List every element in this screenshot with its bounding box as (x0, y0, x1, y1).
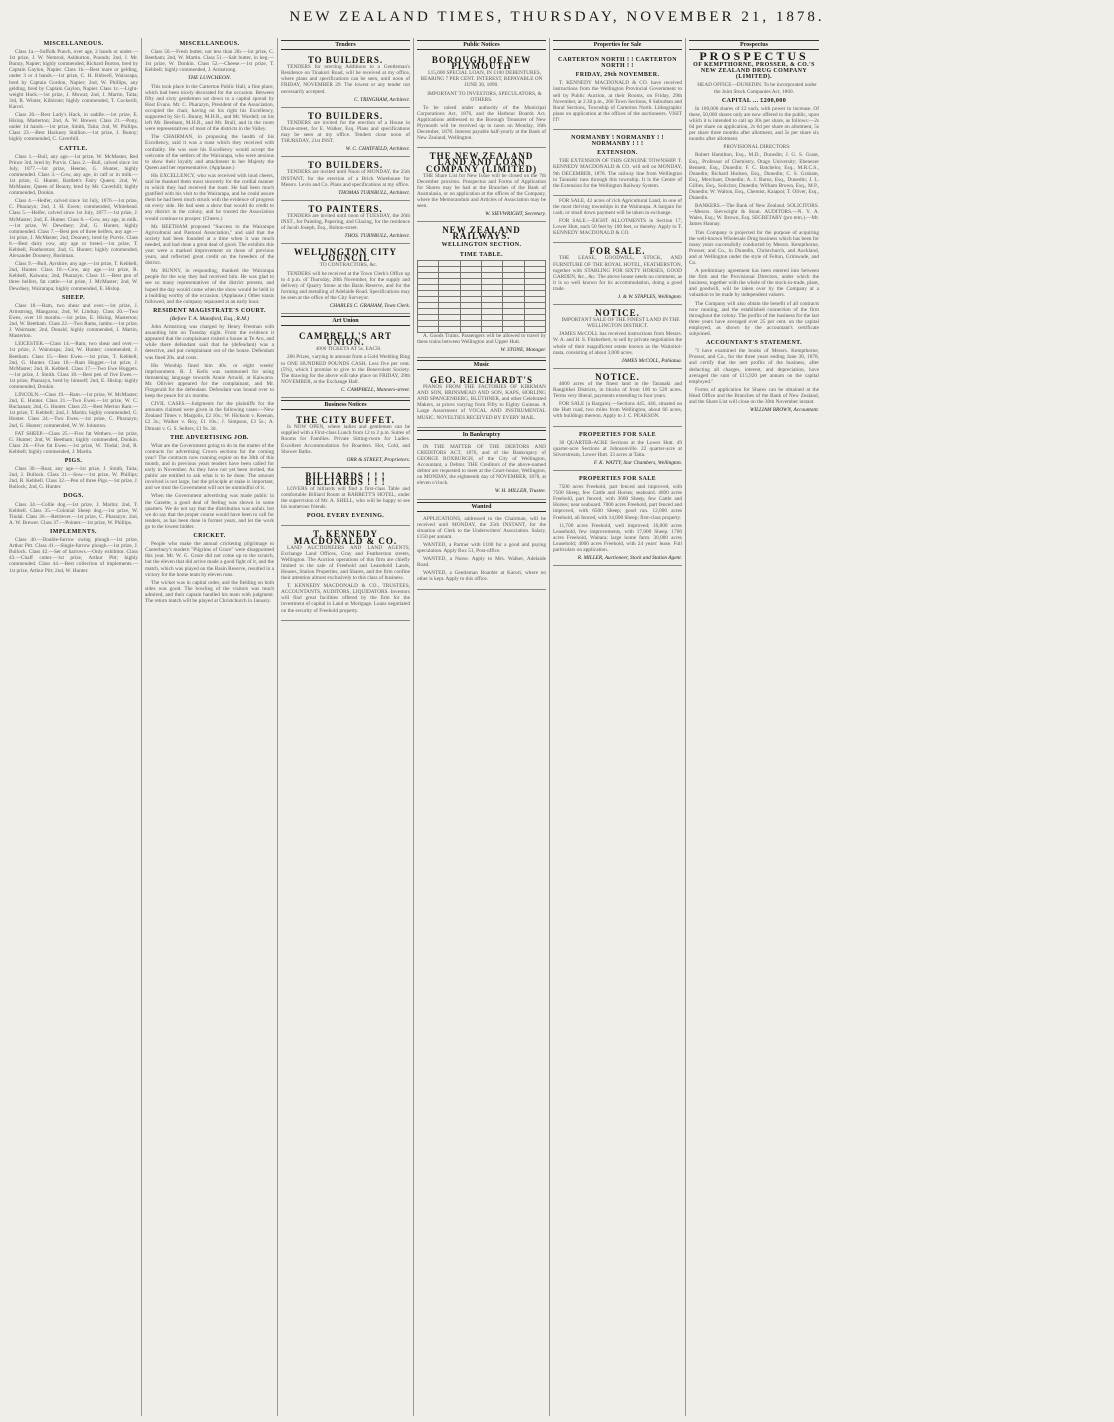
ad-text: WANTED, a Gentleman Boarder at Karori, where no other is kept. Apply to this office. (417, 570, 546, 583)
prospectus-text: Forms of application for Shares can be obtained at the Head Office and the Branches of the Bank of New Zealand, and the Share List will close on the 30th November instant. (689, 386, 819, 405)
ad-title: FOR SALE. (589, 246, 646, 257)
ad-signature: R. MILLER, Auctioneer, Stock and Station Agent. (577, 555, 682, 562)
ad-text: TENDERS will be received at the Town Clerk's Office up to 4 p.m. of Thursday, 28th November, for the supply and delivery of Quarry Stone at the Basin Reserve, and for the forming and metalling of Adelaide Road. Specifications may be seen at the office of the City Surveyor. (281, 270, 410, 301)
ad-title: THE NEW ZEALAND LAND AND LOAN COMPANY (LIMITED) (425, 151, 538, 174)
ad-text: TENDERS are invited for the erection of a House in Dixon-street, for E. Walker, Esq. Plans and specifications may be seen at my office. Tenders close noon of THURSDAY, 21st INST. (281, 119, 410, 145)
advertisement (553, 427, 682, 471)
advertisement (553, 471, 682, 566)
advertisement (281, 526, 410, 620)
section-heading: IMPLEMENTS. (50, 528, 97, 535)
column-text: Class 1a.—Suffolk Punch, over age, 2 hands or under.—1st prize, J. W. Nemrod, Ashburton, Pounds; 2nd, J. Mr. Bunny, Napier; highly commended, Richard Burton, bred by Captain Gaylon, Napier. Class 1b.—Best mare or gelding, under 3 or 4 hands.—1st prize, C. H. Bidwell, Wairarapa, bred by Captain Gordon, Napier; 2nd, W. Phillips, any gelding, bred by Captain Gaylon, Napier. Class 1c.—Light-weight Hack.—1st prize, J. Mowat; 2nd, J. Martin, Taita; 3rd, R. Winter, Kilbirnie; highly commended, T. Cockerill, Karori. (9, 49, 138, 110)
ad-text: PIANOS FROM THE FACTORIES OF KIRKMAN AND SON, BRINSMEAD AND SON, KAPS, HORLING AND SPANGENBERG, BLÜTHNER, and other Celebrated Makers, at prices varying from Fifty to Eighty Guineas. A Large Assortment of VOCAL AND INSTRUMENTAL MUSIC. NOVELTIES RECEIVED BY EVERY MAIL. (417, 384, 546, 421)
ad-title: THE CITY BUFFET. (296, 415, 395, 426)
ad-date: FRIDAY, 29th NOVEMBER. (575, 72, 660, 79)
advertisement (281, 52, 410, 108)
prospectus-subtitle: OF KEMPTHORNE, PROSSER, & CO.'S NEW ZEALAND DRUG COMPANY (LIMITED). (693, 62, 815, 81)
prospectus-text: BANKERS.—The Bank of New Zealand. SOLICITORS.—Messrs. Sievwright & Stout. AUDITORS.—N. Y. A. Wales, Esq.; W. Brown, Esq. SECRETARY (pro tem.).—Mr. James Hannay. (689, 203, 819, 228)
prospectus-text: This Company is projected for the purpose of acquiring the well-known Wholesale Drug business which has been for many years successfully conducted by Messrs. Kempthorne, Prosser, and Co., in Dunedin, Christchurch, and Auckland, and at Wellington under the style of Felton, Grimwade, and Co. (689, 229, 819, 266)
ad-title: WELLINGTON CITY COUNCIL (293, 247, 398, 264)
ad-title: TO BUILDERS. (307, 160, 384, 171)
ad-signature: C. CAMPBELL, Manners-street. (340, 386, 410, 393)
column-text: Mr. BEETHAM proposed "Success to the Wairarapa Agricultural and Pastoral Association," and said that the society had been founded at a time when it was much needed, and had done a great deal of good. The exhibits this year were a marked improvement on those of previous years, and reflected great credit on the breeders of the district. (145, 223, 274, 267)
ad-text: THE LEASE, GOODWILL, STOCK, AND FURNITURE OF THE ROYAL HOTEL, FEATHERSTON, together with STABLING FOR SIXTY HORSES, GOOD GARDEN, &c., &c. The above house needs no comment, as it is so well known for its accommodation, doing a good trade. (553, 255, 682, 292)
prospectus-capital: CAPITAL ... £200,000 (721, 97, 787, 104)
column-5 (550, 38, 686, 1416)
advertisement (281, 468, 410, 527)
timetable-heading: TIME TABLE. (459, 251, 504, 258)
ad-text: T. KENNEDY MACDONALD & CO. have received instructions from the Wellington Provincial Government to sell by Public Auction, at their Rooms, on Friday, 29th November, at 2.30 p.m., 266 Town Sections, 8 Suburban and Rural Sections, Township of Carterton North. Lithographic plans on application at the offices of the auctioneers. VISIT IT! (553, 80, 682, 123)
prospectus-text: Robert Hamilton, Esq., M.D., Dunedin; J. G. S. Grant, Esq., Professor of Chemistry, Otago University; Ebenezer Bennett, Esq., Dunedin; F. C. Batchelor, Esq., M.R.C.S., Dunedin; Richard Hudson, Esq., Dunedin; C. S. Graham, Esq., Merchant, Dunedin; A. J. Burns, Esq., Dunedin; J. L. Gillies, Esq., Solicitor, Dunedin; William Brown, Esq., M.P., Dunedin; W. Walton, Esq., Chemist, Kaiapoi; T. Oliver, Esq., Dunedin. (689, 152, 819, 202)
column-text: Class 20.—Best Lady's Hack, in saddle.—1st prize, E. Hislop, Masterton; 2nd, A. W. Brewer. Class 21.—Pony, under 14 hands.—1st prize, Smith, Taita; 2nd, W. Phillips. Class 23.—Best Hackney Stallion.—1st prize, J. Bunny; highly commended, C. Caverhill. (9, 112, 138, 143)
ad-title: TO BUILDERS. (307, 110, 384, 121)
ad-text: JAMES McCOLL has received instructions from Messrs. W. A. and H. S. Fitzherbert, to sell by private negotiation the whole of their magnificent estate known as the Waitoitoi-mata, consisting of about 3,000 acres. (553, 331, 682, 356)
ad-subtitle: POOL EVERY EVENING. (306, 513, 385, 520)
ad-signature: W. H. MILLER, Trustee. (494, 488, 546, 495)
column-text: His Worship fined him 40s. or eight weeks' imprisonment. R. J. Kells was summoned for using threatening language towards Annie Arnold, at Kaiwarra. Mr. Ollivier appeared for the complainant, and Mr. Fitzgerald for the defendant. Defendant was bound over to keep the peace for six months. (145, 362, 274, 400)
masthead (0, 0, 1114, 34)
section-heading: Prospectus (689, 40, 819, 50)
ad-signature: W. STONE, Manager. (500, 346, 546, 353)
advertisement (417, 52, 546, 148)
section-heading: Music (417, 360, 546, 370)
section-subheading: THE LUNCHEON. (187, 75, 232, 82)
column-text: Class 34.—Collie dog.—1st prize, J. Martin; 2nd, T. Kebbell. Class 35.—Colonial Sheep dog.—1st prize, W. Tindal. Class 36.—Retriever.—1st prize, C. Pharazyn; 2nd, A. W. Brewer. Class 37.—Pointer.—1st prize, W. Phillips. (9, 501, 138, 526)
ad-title: NOTICE. (595, 371, 640, 382)
ad-text: TO CONTRACTORS, &c. (319, 262, 378, 269)
advertisement (553, 369, 682, 427)
column-text: The wicket was in capital order, and the fielding on both sides was good. The bowling of the visitors was much admired, and their captain handled his team with judgment. The return match will be played at Christchurch in January. (145, 579, 274, 604)
ad-text: Is NOW OPEN, where ladies and gentlemen can be supplied with a First-class Lunch from 12 to 2 p.m. Suites of Rooms for Families. Private Sitting-room for Ladies. Excellent Accommodation for Boarders. Hot, Cold, and Shower Baths. (281, 424, 410, 455)
column-text: Class 4.—Heifer, calved since 1st July, 1876.—1st prize, C. Pharazyn; 2nd, J. H. Ewen; commended, Whitehead. Class 5.—Heifer, calved since 1st July, 1877.—1st prize, J. McMaster; 2nd, E. Hunter. Class 6.—Cow, any age, in milk.—1st prize, W. Dewdney; 2nd, G. Hunter, highly commended. Class 7.—Best pen of three heifers, any age.—1st prize, J. McMaster; 2nd, Doonery, bred by Purvis. Class 8.—Best dairy cow, any age or breed.—1st prize, T. Kebbell, Featherston; 2nd, G. Hunter; highly commended, Alexander Doonery, Bushman. (9, 198, 138, 260)
section-heading: MISCELLANEOUS. (43, 41, 104, 47)
column-text: Class 18.—Ram, two shear and over.—1st prize, J. Armstrong, Mangaroa; 2nd, W. Lindsay. Class 20.—Two Ewes, over 18 months.—1st prize, E. Hislop, Masterton; 2nd, W. Beetham. Class 22.—Two Rams, lambs.—1st prize, J. Wairmate; 2nd, Donald, highly commended, J. Martin, Masterton. (9, 302, 138, 340)
section-heading: SHEEP. (61, 294, 86, 301)
column-text: Class 40.—Double-furrow swing plough.—1st prize, Arthur Pitt. Class 41.—Single-furrow plough.—1st prize, J. Bullock. Class 42.—Set of harrows.—Only exhibitor. Class 43.—Chaff cutter.—1st prize, Arthur Pitt; highly commended. Class 44.—Best collection of implements.—1st prize, Arthur Pitt; 2nd, W. Hunter. (9, 537, 138, 574)
ad-title: PROPERTIES FOR SALE (578, 475, 657, 482)
column-text: FAT SHEEP.—Class 25.—Five fat Wethers.—1st prize, G. Hunter; 2nd, W. Beetham; highly commended, Donkin. Class 26.—Five fat Ewes.—1st prize, W. Tindal; 2nd, R. Kebbell; highly commended, J. Martin. (9, 430, 138, 455)
prospectus-text: The Company will also obtain the benefit of all contracts now running, and the established connection of the firm throughout the colony. The profits of the business for the last three years have averaged over 25 per cent. on the capital employed, as shown by the accountant's certificate subjoined. (689, 300, 819, 338)
prospectus-text: HEAD OFFICE—DUNEDIN. To be incorporated under the Joint Stock Companies Act, 1860. (697, 82, 817, 95)
section-heading: In Bankruptcy (417, 430, 546, 440)
advertisement (281, 328, 410, 398)
ad-text: 30 QUARTER-ACRE Sections at the Lower Hutt. 49 quarter-acre Sections at Johnsonville. 22 quarter-acre at Silverstream, Lower Hutt. 33 acres at Taita. (553, 439, 682, 458)
ad-text: FOR SALE.—EIGHT ALLOTMENTS in Section 17, Lower Hutt, each 50 feet by 100 feet, or thereby. Apply to T. KENNEDY MACDONALD & CO. (553, 218, 682, 237)
ad-title: CAMPBELL'S ART UNION. (299, 331, 392, 348)
ad-text: THE EXTENSION OF THIS GENUINE TOWNSHIP. T. KENNEDY MACDONALD & CO. will sell on MONDAY, 9th DECEMBER, 1878. The railway line from Wellington to Taranaki runs through this township. It is the Centre of the Extension for the Wellington Railway System. (553, 158, 682, 189)
ad-title: BOROUGH OF NEW PLYMOUTH (431, 55, 532, 72)
ad-title: TO PAINTERS. (308, 203, 383, 214)
ad-title: TO BUILDERS. (307, 55, 384, 66)
ad-text: £15,000 SPECIAL LOAN, IN £100 DEBENTURES, BEARING 7 PER CENT. INTEREST, REPAYABLE ON JUNE 30, 1890. (420, 70, 543, 89)
section-heading: THE ADVERTISING JOB. (170, 434, 249, 441)
advertisement (281, 157, 410, 200)
ad-text: LAND AUCTIONEERS AND LAND AGENTS, Exchange Land Offices, Gray and Featherston streets, Wellington. The Auction operations of this firm are chiefly limited to the sale of Freehold and Leasehold Lands, Houses, Station Properties, and Shares, and the firm confine their attention almost exclusively to this class of business. (281, 544, 410, 582)
column-3 (278, 38, 414, 1416)
column-4 (414, 38, 550, 1416)
ad-text: WANTED, a Partner with £100 for a good and paying speculation. Apply Box 51, Post-office. (417, 541, 546, 555)
ad-text: TENDERS are invited until Noon of MONDAY, the 25th INSTANT, for the erection of a Brick Warehouse for Messrs. Levin and Co. Plans and specifications at my office. (281, 169, 410, 188)
advertisement (417, 372, 546, 428)
column-6 (686, 38, 822, 1416)
ad-text: THE Share List for New Issue will be closed on the 7th December proximo. Prospectus and Forms of Application for Shares may be had at the Branches of the Bank of Australasia, or on application at the offices of the Company, where the Memorandum and Articles of Association may be seen. (417, 172, 546, 210)
advertisement (281, 201, 410, 244)
section-heading: Wanted (417, 502, 546, 512)
advertisement (417, 442, 546, 500)
section-heading: Art Union (281, 316, 410, 326)
ad-text: IN THE MATTER OF THE DEBTORS AND CREDITORS ACT, 1876, and of the Bankruptcy of GEORGE ROXBURGH, of the City of Wellington, Accountant, a Debtor. THE Creditors of the above-named debtor are requested to meet at the Court-house, Wellington, on MONDAY, the eighteenth day of NOVEMBER, 1878, at eleven o'clock. (417, 443, 546, 487)
ad-text: 4000 TICKETS AT 5s. EACH. (315, 346, 382, 353)
column-text: Class 30.—Boar, any age.—1st prize, J. Smith, Taita; 2nd, J. Bullock. Class 31.—Sow.—1st prize, W. Phillips; 2nd, R. Kebbell. Class 32.—Pen of three Pigs.—1st prize, J. Bullock; 2nd, G. Hunter. (9, 466, 138, 491)
ad-text: T. KENNEDY MACDONALD & CO., TRUSTEES, ACCOUNTANTS, AUDITORS, LIQUIDATORS. Investors will find great facilities offered by the firm for the investment of capital in Land or Mortgage. Loans negotiated on the security of Freehold property. (281, 583, 410, 614)
section-heading: Public Notices (417, 40, 546, 50)
column-text: This took place in the Carterton Public Hall, a fine place, which had been nicely decorated for the occasion. Between fifty and sixty gentlemen sat down to a capital spread by Host Evans. Mr. C. Pharazyn, President of the Association, occupied the chair, having on his right his Excellency, supported by Sir G. Bunny, M.H.R., and Mr. Wardell; on his left Mr. Beetham, M.H.R., and Mr. Brall, and in the room were representatives of most of the districts in the Valley. (145, 83, 274, 133)
ad-text: LOVERS of billiards will find a first-class Table and comfortable Billiard Room at BARRETT'S HOTEL, under the supervision of Mr. A. SHELL, who will be happy to see his numerous friends. (281, 485, 410, 511)
section-subheading: (Before T. A. Mansford, Esq., R.M.) (169, 315, 250, 322)
newspaper-title: NEW ZEALAND TIMES, THURSDAY, NOVEMBER 21, 1878. (289, 9, 825, 25)
section-heading: CATTLE. (59, 145, 88, 152)
ad-signature: CHARLES C. GRAHAM, Town Clerk. (329, 303, 410, 309)
column-text: Class 1.—Bull, any age.—1st prize, W. McMaster, Red Prince 3rd, bred by Purvis. Class 2.—Bull, calved since 1st July, 1877.—1st prize, Heeme, G. Hunter, highly commended. Class 3.—Cow, any age, in calf or in milk.—1st prize, G. Hunter, Bartlett's Fairy Queen; 2nd, W. McMaster, Queen of Beauty, bred by Mr. Caverhill; highly commended, Donkin. (9, 153, 138, 197)
section-heading: Properties for Sale (553, 40, 682, 50)
ad-text: WANTED, a Nurse. Apply to Mrs. Walker, Adelaide Road. (417, 556, 546, 569)
column-text: What are the Government going to do in the matter of the contracts for advertising Crown sections for the coming year? The contracts now running expire on the 30th of this month, and in previous years tenders have been called for early in November. As they have not yet been invited, the public are entitled to ask what is to be done. The amount involved is not large, but the principle at stake is important, and we trust the Government will not be unmindful of it. (145, 442, 274, 492)
column-text: When the Government advertising was made public in the Gazette, a good deal of feeling was shown in some quarters. We do not say that the distribution was unfair, but we do say that the proper course would have been to call for tenders, as has been done in former years, and let the work go to the lowest bidder. (145, 493, 274, 530)
column-text: His EXCELLENCY, who was received with loud cheers, said he thanked them most sincerely for the cordial manner in which they had received the toast. He had been much gratified with his visit to the Wairarapa, and he could assure them he had been much struck with the evidence of progress on every side. He had seen a show that would do credit to any district in the colony, and he trusted the Association would continue to prosper. (Cheers.) (145, 172, 274, 222)
section-heading: RESIDENT MAGISTRATE'S COURT. (153, 307, 266, 314)
section-heading: Business Notices (281, 400, 410, 410)
prospectus-heading: ACCOUNTANT'S STATEMENT. (705, 340, 803, 347)
prospectus-text: A preliminary agreement has been entered into between the firm and the Provisional Directors, under which the business, together with the whole of the stock-in-trade, plant, and goodwill, will be taken over by the Company at a valuation to be made by independent valuers. (689, 268, 819, 299)
column-1 (6, 38, 142, 1416)
ad-signature: JAMES McCOLL, Pahiatua. (621, 357, 682, 364)
ad-text: TENDERS for erecting Additions to a Gentleman's Residence on Tinakori Road, will be received at my office, where plans and specifications can be seen, until noon of FRIDAY, NOVEMBER 29. The lowest or any tender not necessarily accepted. (281, 64, 410, 95)
ad-title: NOTICE. (595, 308, 640, 319)
ad-text: 11,700 acres Freehold, well improved; 16,000 acres Leasehold, few improvements, with 17,000 Sheep. 1700 acres Freehold, Waitara; large home farm. 30,000 acres Leasehold; 4000 acres Freehold, with 24 years' lease. Full particulars on application. (553, 522, 682, 553)
advertisement (281, 108, 410, 158)
ad-signature: THOS. TURNBULL, Architect. (344, 233, 410, 240)
advertisement (417, 222, 546, 358)
column-text: Class 50.—Fresh butter, not less than 2lb.—1st prize, C. Beetham; 2nd, W. Martin. Class 51.—Salt butter, in keg.—1st prize, W. Donkin. Class 52.—Cheese.—1st prize, T. Kebbell; highly commended, J. Armstrong. (145, 49, 274, 74)
ad-signature: W. SIEVWRIGHT, Secretary. (485, 211, 546, 218)
ad-subtitle: WELLINGTON SECTION. (441, 242, 522, 249)
section-heading: DOGS. (63, 493, 84, 500)
ad-title: GEO. REICHARDT'S (429, 375, 534, 385)
section-heading: Tenders (281, 40, 410, 50)
ad-signature: ORR & STREET, Proprietors. (346, 456, 410, 463)
ad-title: NORMANBY ! NORMANBY ! ! NORMANBY ! ! ! (571, 135, 664, 148)
section-heading: CRICKET. (193, 533, 226, 540)
railway-timetable (417, 260, 546, 333)
ad-text: FOR SALE, 42 acres of rich Agricultural Land, in one of the most thriving townships in the Wairarapa. A bargain for cash; or small down payment will be taken in exchange. (553, 197, 682, 216)
advertisement (553, 243, 682, 305)
section-heading: PIGS. (64, 458, 83, 464)
ad-title: CARTERTON NORTH ! ! CARTERTON NORTH ! ! (557, 57, 677, 70)
prospectus-text: PROVISIONAL DIRECTORS: (723, 144, 791, 151)
ad-signature: WILLIAM BROWN, Accountant. (749, 407, 819, 414)
column-2 (142, 38, 278, 1416)
ad-signature: THOMAS TURNBULL, Architect. (338, 189, 410, 196)
ad-text: A. Goods Trains. Passengers will be allowed to travel by these trains between Wellington and Upper Hutt. (417, 332, 546, 345)
ad-signature: J. & W. STAPLES, Wellington. (617, 294, 682, 300)
ad-text: 7500 acres Freehold, part fenced and improved, with 7500 Sheep, few Cattle and Horses; seaboard. 4000 acres Freehold, part fenced, with 3600 Sheep, few Cattle and Horses; near seaboard. 7000 acres Freehold, part fenced and improved, with 6500 Sheep; good run. 12,000 acres Freehold, all fenced, with 14,000 Sheep; first-class property. (553, 484, 682, 521)
ad-signature: C. TRINGHAM, Architect. (353, 96, 410, 103)
prospectus-title: PROSPECTUS (699, 49, 809, 64)
column-text: The CHAIRMAN, in proposing the health of his Excellency, said it was a toast which they received with cordiality. He was sure his Excellency would accept the welcome of the settlers of the Wairarapa, who were anxious to show their loyalty and attachment to her Majesty the Queen and her representative. (Applause.) (145, 134, 274, 171)
ad-signature: W. C. CHATFIELD, Architect. (345, 146, 410, 153)
section-heading: MISCELLANEOUS. (179, 41, 240, 47)
advertisement (417, 148, 546, 222)
advertisement (281, 244, 410, 314)
ad-text: FOR SALE (a Bargain).—Sections 445, 446, situated on the Hutt road, two miles from Wellington, about 66 acres, with buildings thereon. Apply to J. C. PEAKSON. (553, 401, 682, 420)
ad-text: IMPORTANT TO INVESTORS, SPECULATORS, & OTHERS. (427, 90, 542, 103)
advertisement (553, 130, 682, 196)
ad-title: T. KENNEDY MACDONALD & CO. (293, 529, 398, 546)
ad-text: IMPORTANT SALE OF THE FINEST LAND IN THE WELLINGTON DISTRICT. (561, 317, 680, 330)
ad-text: 4000 acres of the finest land in the Taranaki and Rangitikei Districts, in blocks of from 100 to 520 acres. Terms very liberal, payments extending to four years. (553, 380, 682, 400)
ad-signature: F. K. WATTY, Star Chambers, Wellington. (593, 459, 682, 466)
advertisement (553, 52, 682, 130)
ad-title: BILLIARDS ! ! ! BILLIARDS ! ! ! (305, 470, 386, 487)
column-text: People who make the annual cricketing pilgrimage to Canterbury's modern "Pilgrims of Grace" were disappointed this year. Mr. W. G. Grace did not come up to the scratch, but the eleven that did arrive made a good fight of it, and the match, which was played on the Basin Reserve, resulted in a victory for the home team by eleven runs. (145, 541, 274, 578)
column-text: CIVIL CASES.—Judgments for the plaintiffs for the amounts claimed were given in the following cases:—New Zealand Times v. Margolis, £2 16s.; W. Hickson v. Keenan, £2 3s.; Walker v. Roy, £1 10s.; J. Simpson, £3 5s.; A. Dimant v. G. S. Sellers, £1 9s. 3d. (145, 401, 274, 432)
ad-text: TENDERS are invited until noon of TUESDAY, the 26th INST., for Painting, Papering, and Glazing, for the residence of Jacob Joseph, Esq., Bolton-street. (281, 212, 410, 232)
advertisement (553, 196, 682, 244)
column-text: LEICESTER.—Class 14.—Ram, two shear and over.—1st prize, J. Wairarapa; 2nd, W. Hunter; commended, J. Beetham. Class 15.—Best Ewes.—1st prize, T. Kebbell; 2nd, G. Hunter. Class 16.—Ram Hogget.—1st prize, J. McMaster; 2nd, R. Kebbell. Class 17.—Two Ewe Hoggets.—1st prize, J. Smith. Class 18.—Best pen of five Ewes.—1st prize, Pharazyn, bred by himself; 2nd, E. Hislop; highly commended, Donkin. (9, 341, 138, 390)
ad-text: APPLICATIONS, addressed to the Chairman, will be received until MONDAY, the 25th INSTANT, for the situation of Clerk to the Underwriters' Association. Salary, £150 per annum. (417, 515, 546, 540)
ad-text: To be raised under authority of the Municipal Corporations Act, 1876, and the Harbour Boards Act. Applications addressed to the Borough Treasurer of New Plymouth will be received up to noon on Monday, 16th December, 1878. Interest payable half-yearly at the Bank of New Zealand, Wellington. (417, 104, 546, 142)
column-text: John Armstrong was charged by Henry Freeman with assaulting him on Tuesday night. From the evidence it appeared that the complainant visited a house at Te Aro, and while there defendant said that he (defendant) was a detective, and put complainant out of the house. Defendant was fined 20s. and costs. (145, 324, 274, 361)
ad-title: PROPERTIES FOR SALE (578, 431, 657, 438)
ad-text: 266 Prizes, varying in amount from a Gold Wedding Ring to ONE HUNDRED POUNDS CASH. Less five per cent. (5%), which I promise to give to the Benevolent Society. The drawing for the above will take place on FRIDAY, 29th NOVEMBER, at the Exchange Hall. (281, 354, 410, 385)
advertisement (417, 514, 546, 590)
advertisement (281, 412, 410, 468)
prospectus-text: "I have examined the books of Messrs. Kempthorne, Prosser, and Co., for the three years ending June 30, 1878, and certify that the nett profits of the business, after deducting all charges, interest, and depreciation, have averaged the sum of £15,920 per annum on the capital employed." (689, 348, 819, 385)
column-text: LINCOLN.—Class 19.—Ram.—1st prize, W. McMaster; 2nd, E. Hunter. Class 21.—Two Ewes.—1st prize, W. C. Buchanan; 2nd, G. Hunter. Class 23.—Best Merino Ram.—1st prize, T. Kebbell; 2nd, J. Martin; highly commended, G. Hunter. Class 24.—Two Ewes.—1st prize, C. Pharazyn; 2nd, G. Hunter; commended, W. W. Johnston. (9, 392, 138, 429)
ad-title: NEW ZEALAND RAILWAYS. (442, 225, 521, 242)
column-text: Mr. BUNNY, in responding, thanked the Wairarapa people for the way they had received him. He was glad to see so many representatives of the district present, and hoped the day would come when the show would be held in a building worthy of the occasion. (Applause.) Other toasts followed, and the company separated at an early hour. (145, 268, 274, 305)
ad-subtitle: EXTENSION. (597, 150, 638, 157)
column-text: Class 9.—Bull, Ayrshire, any age.—1st prize, T. Kebbell; 2nd, Hunter. Class 10.—Cow, any age.—1st prize, R. Kebbell, Kaiwara; 2nd, Pharazyn. Class 11.—Best pen of three heifers, fat cattle.—1st prize, J. McMaster; 2nd, W. Dewdney, Wairarapa; highly commended, E. Hislop. (9, 261, 138, 292)
newspaper-columns (6, 38, 1108, 1416)
advertisement (553, 305, 682, 369)
prospectus-text: In 100,000 shares of £2 each, with power to increase. Of these, 50,000 shares only are now offered to the public, upon which it is intended to call up 30s per share, as follows:—2s 6d per share on application, 2s 6d per share on allotment, 5s per share three months after allotment, and 5s per share six months after allotment. (689, 105, 819, 143)
